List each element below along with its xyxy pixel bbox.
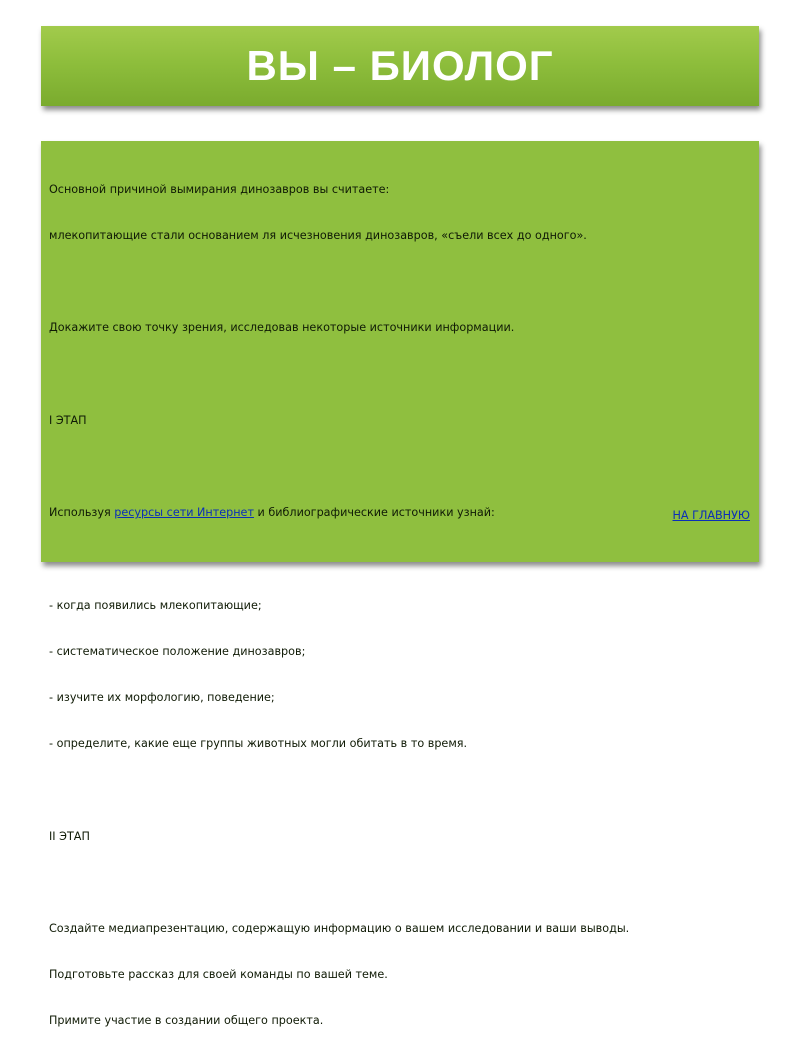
- title-banner: [41, 26, 759, 106]
- stage1-heading: I ЭТАП: [49, 413, 87, 427]
- intro-line-2: млекопитающие стали основанием ля исчезновения динозавров, «съели всех до одного».: [49, 229, 587, 243]
- spacer: [49, 782, 753, 797]
- task-item: - определите, какие еще группы животных могли обитать в то время.: [49, 737, 468, 751]
- content-panel: [41, 141, 759, 1028]
- internet-resources-link[interactable]: ресурсы сети Интернет: [114, 506, 254, 520]
- prove-line: Докажите свою точку зрения, исследовав некоторые источники информации.: [49, 321, 515, 335]
- spacer: [49, 875, 753, 890]
- stage1-prefix: Используя: [49, 506, 115, 520]
- stage2-heading: II ЭТАП: [49, 829, 90, 843]
- task-item: - изучите их морфологию, поведение;: [49, 691, 275, 705]
- intro-line-1: Основной причиной вымирания динозавров вы считаете:: [49, 182, 390, 196]
- spacer: [49, 367, 753, 382]
- content-text: [49, 151, 753, 1060]
- task-item: - систематическое положение динозавров;: [49, 644, 306, 658]
- home-link[interactable]: НА ГЛАВНУЮ: [672, 509, 750, 522]
- spacer: [49, 459, 753, 474]
- stage2-line: Создайте медиапрезентацию, содержащую информацию о вашем исследовании и ваши выводы.: [49, 922, 630, 936]
- spacer: [49, 274, 753, 289]
- stage2-line: Подготовьте рассказ для своей команды по вашей теме.: [49, 968, 388, 982]
- stage1-instruction: [49, 505, 753, 520]
- stage2-line: Примите участие в создании общего проекта.: [49, 1014, 324, 1028]
- slide-title: ВЫ – БИОЛОГ: [246, 42, 554, 89]
- task-item: - когда появились млекопитающие;: [49, 598, 262, 612]
- spacer: [49, 551, 753, 566]
- stage1-suffix: и библиографические источники узнай:: [253, 506, 495, 520]
